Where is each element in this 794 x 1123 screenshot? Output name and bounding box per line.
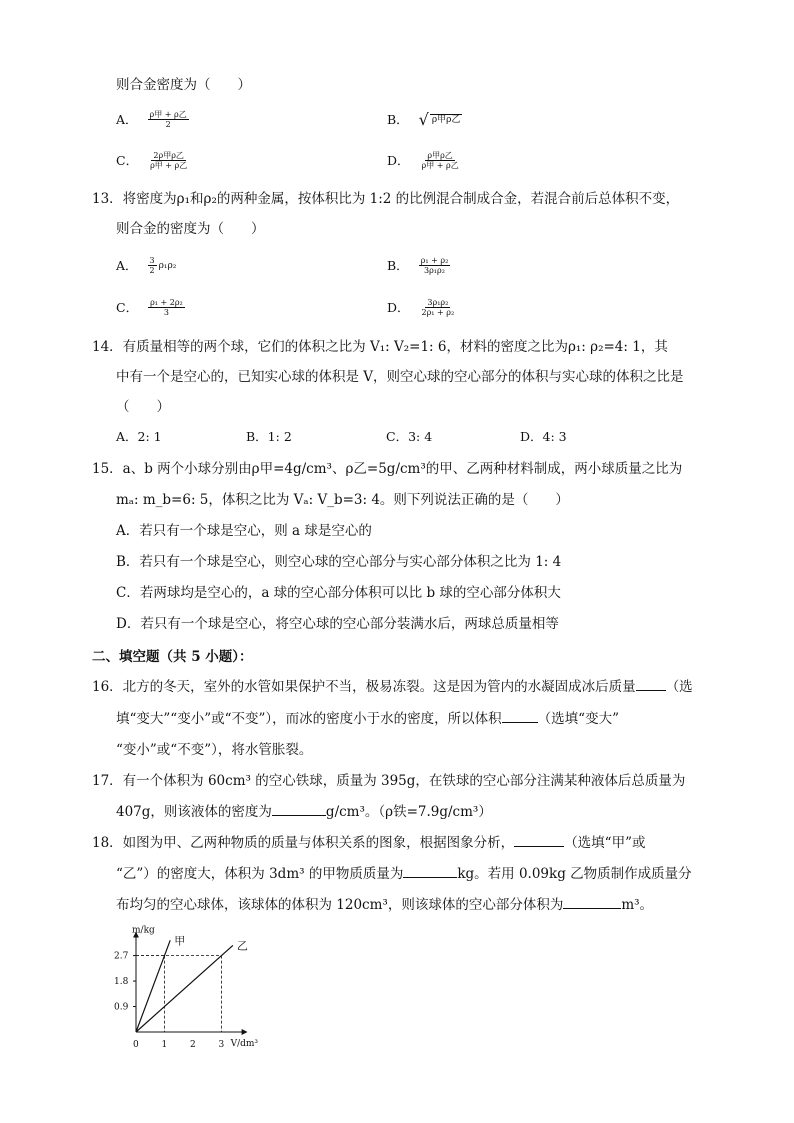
series-label: 甲 — [174, 934, 186, 948]
q12-stem-tail: 则合金密度为（ ） — [116, 77, 251, 93]
q14-option-d[interactable]: D．4: 3 — [520, 429, 567, 444]
y-axis-label: m/kg — [132, 925, 155, 936]
answer-blank[interactable] — [636, 678, 666, 691]
q14-stem-line3: （ ） — [116, 399, 170, 415]
x-tick-label: 1 — [161, 1040, 168, 1050]
q12-option-d[interactable]: D． $\frac{\text{ρ甲ρ乙}}{\text{ρ甲 + ρ乙}}$ — [387, 151, 459, 170]
q16-stem-line1: 16．北方的冬天，室外的水管如果保护不当，极易冻裂。这是因为管内的水凝固成冰后质量 （选 — [92, 679, 693, 695]
y-tick-label: 0.9 — [114, 1002, 129, 1013]
answer-blank[interactable] — [514, 834, 564, 847]
q16-stem-line2: 填“变大”“变小”或“不变”），而冰的密度小于水的密度，所以体积 （选填“变大” — [116, 711, 619, 727]
q15-stem-line2: mₐ: m_b=6: 5，体积之比为 Vₐ: V_b=3: 4。则下列说法正确的是（ ） — [116, 492, 569, 508]
q15-option-d[interactable]: D．若只有一个球是空心，将空心球的空心部分装满水后，两球总质量相等 — [116, 616, 559, 632]
fraction: $\frac{\text{ρ₁ + 2ρ₂}}{3}$ — [150, 298, 183, 317]
q14-stem-line1: 14．有质量相等的两个球，它们的体积之比为 V₁: V₂=1: 6，材料的密度之比为ρ₁: ρ₂=4: 1，其 — [92, 339, 668, 355]
answer-blank[interactable] — [403, 865, 457, 878]
x-tick-label: 3 — [218, 1040, 225, 1050]
fraction: $\frac{\text{3ρ₁ρ₂}}{\text{2ρ₁ + ρ₂}}$ — [421, 298, 455, 317]
series-line-jia — [136, 940, 170, 1032]
q12-option-c[interactable]: C． $\frac{\text{2ρ甲ρ乙}}{\text{ρ甲 + ρ乙}}$ — [116, 151, 188, 170]
x-axis-label: V/dm³ — [230, 1039, 259, 1049]
series-label: 乙 — [236, 939, 248, 953]
fraction: $\frac{\text{ρ甲ρ乙}}{\text{ρ甲 + ρ乙}}$ — [421, 151, 459, 170]
fraction: $\frac{\text{ρ₁ + ρ₂}}{\text{3ρ₁ρ₂}}$ — [420, 256, 449, 275]
q17-stem-line2: 407g，则该液体的密度为 g/cm³。（ρ铁=7.9g/cm³） — [116, 804, 492, 820]
q16-stem-line3: “变小”或“不变”），将水管胀裂。 — [116, 742, 313, 758]
q12-option-b[interactable]: B． √ ρ甲ρ乙 — [387, 109, 461, 129]
q15-option-b[interactable]: B．若只有一个球是空心，则空心球的空心部分与实心部分体积之比为 1: 4 — [116, 554, 562, 570]
y-tick-label: 1.8 — [114, 977, 129, 988]
q15-option-c[interactable]: C．若两球均是空心的，a 球的空心部分体积可以比 b 球的空心部分体积大 — [116, 585, 561, 601]
x-tick-label: 0 — [133, 1040, 139, 1050]
q13-stem-line1: 13．将密度为ρ₁和ρ₂的两种金属，按体积比为 1:2 的比例混合制成合金，若混合前后总体积不变， — [92, 191, 680, 207]
q13-option-d[interactable]: D． $\frac{\text{3ρ₁ρ₂}}{\text{2ρ₁ + ρ₂}}$ — [387, 298, 455, 317]
q13-stem-line2: 则合金的密度为（ ） — [116, 221, 265, 237]
answer-blank[interactable] — [502, 710, 538, 723]
square-root: √ ρ甲ρ乙 — [418, 109, 461, 129]
mass-volume-chart — [110, 910, 290, 1060]
x-tick-label: 2 — [190, 1040, 196, 1050]
section-heading: 二、填空题（共 5 小题）： — [92, 649, 253, 665]
fraction: $\frac{3}{2}$ — [149, 256, 155, 275]
fraction: $\frac{\text{ρ甲 + ρ乙}}{2}$ — [149, 110, 187, 129]
q15-stem-line1: 15．a、b 两个小球分别由ρ甲=4g/cm³、ρ乙=5g/cm³的甲、乙两种材料制成，两小球质量之比为 — [92, 461, 683, 477]
q18-stem-line2: “乙”）的密度大，体积为 3dm³ 的甲物质质量为 kg。若用 0.09kg 乙物质制作成质量分 — [116, 866, 692, 882]
fraction: $\frac{\text{2ρ甲ρ乙}}{\text{ρ甲 + ρ乙}}$ — [150, 151, 188, 170]
answer-blank[interactable] — [272, 803, 326, 816]
q12-option-a[interactable]: A． $\frac{\text{ρ甲 + ρ乙}}{2}$ — [116, 110, 187, 129]
answer-blank[interactable] — [563, 896, 621, 909]
q17-stem-line1: 17．有一个体积为 60cm³ 的空心铁球，质量为 395g，在铁球的空心部分注满某种液体后总质量为 — [92, 773, 686, 789]
series-line-yi — [136, 945, 233, 1032]
q18-stem-line3: 布均匀的空心球体，该球体的体积为 120cm³，则该球体的空心部分体积为 m³。 — [116, 897, 654, 913]
q14-option-c[interactable]: C．3: 4 — [386, 429, 433, 444]
q13-option-a[interactable]: A． $\frac{3}{2}$ ρ₁ρ₂ — [116, 256, 177, 275]
q14-option-b[interactable]: B．1: 2 — [246, 429, 292, 444]
q13-option-b[interactable]: B． $\frac{\text{ρ₁ + ρ₂}}{\text{3ρ₁ρ₂}}$ — [387, 256, 449, 275]
q18-stem-line1: 18．如图为甲、乙两种物质的质量与体积关系的图象，根据图象分析， （选填“甲”或 — [92, 835, 646, 851]
y-tick-label: 2.7 — [114, 951, 129, 962]
q14-stem-line2: 中有一个是空心的，已知实心球的体积是 V，则空心球的空心部分的体积与实心球的体积之比是 — [116, 369, 684, 385]
q14-option-a[interactable]: A．2: 1 — [116, 429, 162, 444]
q13-option-c[interactable]: C． $\frac{\text{ρ₁ + 2ρ₂}}{3}$ — [116, 298, 183, 317]
q15-option-a[interactable]: A．若只有一个球是空心，则 a 球是空心的 — [116, 523, 372, 539]
